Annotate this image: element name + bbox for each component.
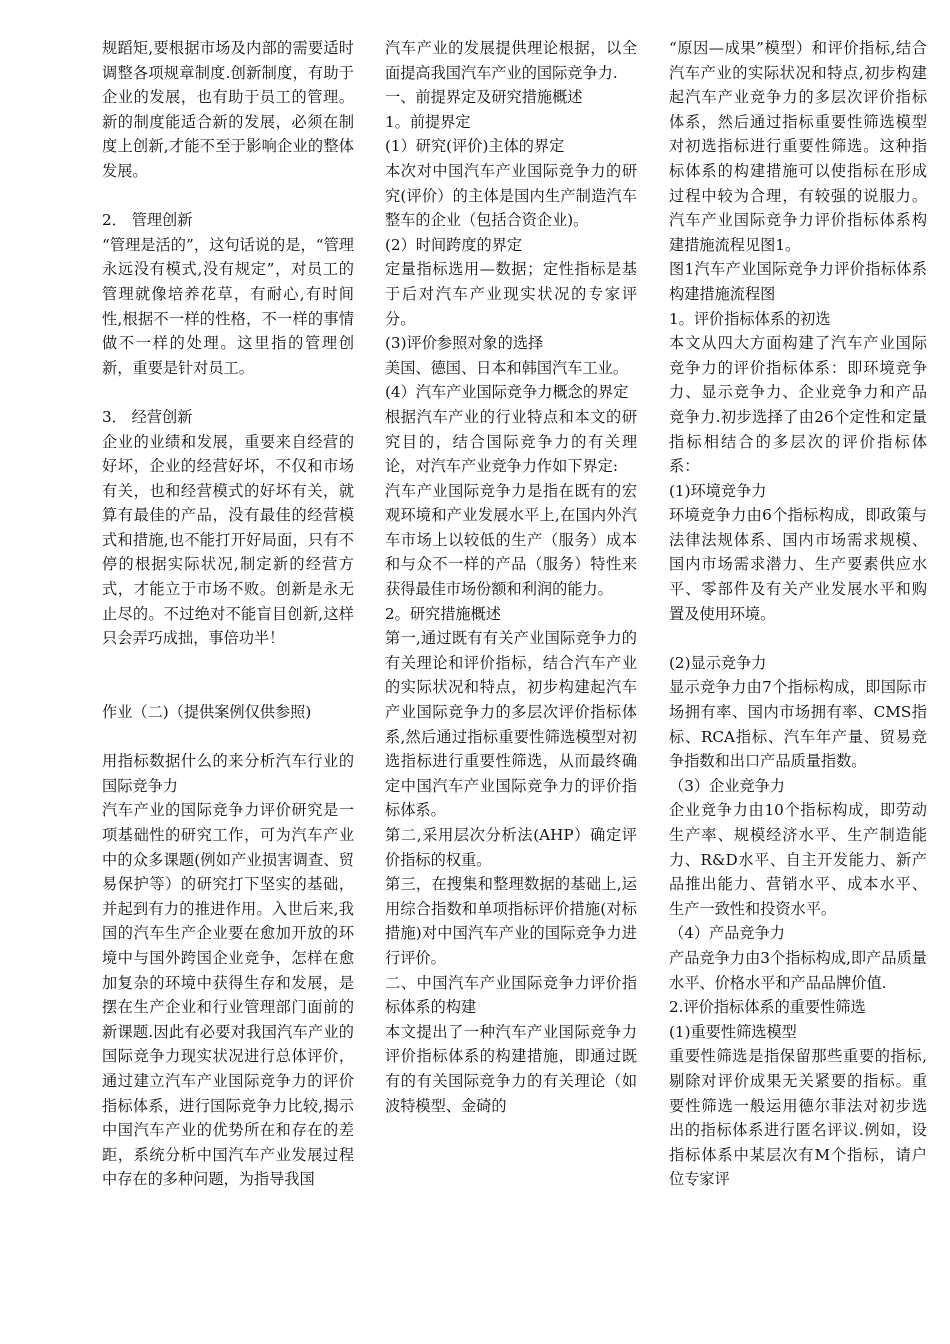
paragraph-spacer <box>102 725 354 750</box>
paragraph: 2.评价指标体系的重要性筛选 <box>669 998 866 1017</box>
paragraph: 1。评价指标体系的初选 <box>669 309 831 328</box>
paragraph: 本文提出了一种汽车产业国际竞争力评价指标体系的构建措施，即通过既有的有关国际竞争力的有关理论（如波特模型、金碕的 <box>385 1022 637 1115</box>
paragraph: (3)评价参照对象的选择 <box>385 334 544 353</box>
paragraph: 2． 管理创新 <box>102 211 193 230</box>
paragraph: 二、中国汽车产业国际竞争力评价指标体系的构建 <box>385 973 637 1017</box>
paragraph-spacer <box>102 184 354 209</box>
paragraph: (2)显示竞争力 <box>669 653 767 672</box>
paragraph: (1）研究(评价)主体的界定 <box>385 137 565 156</box>
paragraph: 用指标数据什么的来分析汽车行业的国际竞争力 <box>102 752 354 795</box>
paragraph: 作业（二)（提供案例仅供参照) <box>102 703 312 722</box>
paragraph: 1。前提界定 <box>385 112 471 131</box>
paragraph-spacer <box>102 651 354 676</box>
paragraph-spacer <box>669 626 927 651</box>
paragraph: （4）产品竞争力 <box>669 924 785 943</box>
paragraph: 企业的业绩和发展，重要来自经营的好坏，企业的经营好坏，不仅和市场有关，也和经营模式的好坏有关，就算有最佳的产品，没有最佳的经营模式和措施,也不能打开好局面，只有不停的根据实际状况,制定新的经营方式，才能立于市场不败。创新是永无止尽的。不过绝对不能盲目创新,这样只会弄巧成拙，事倍功半！ <box>102 432 354 648</box>
paragraph: (4）汽车产业国际竞争力概念的界定 <box>385 383 629 402</box>
paragraph: 本文从四大方面构建了汽车产业国际竞争力的评价指标体系：即环境竞争力、显示竞争力、企业竞争力和产品竞争力.初步选择了由26个定性和定量指标相结合的多层次的评价指标体系： <box>669 334 927 476</box>
paragraph-spacer <box>102 675 354 700</box>
paragraph: (1)重要性筛选模型 <box>669 1022 797 1041</box>
paragraph: 一、前提界定及研究措施概述 <box>385 88 583 107</box>
paragraph-spacer <box>102 380 354 405</box>
paragraph: 第一,通过既有有关产业国际竞争力的有关理论和评价指标，结合汽车产业的实际状况和特点，初步构建起汽车产业国际竞争力的多层次评价指标体系,然后通过指标重要性筛选模型对初选指标进行重要性筛选，从而最终确定中国汽车产业国际竞争力的评价指标体系。 <box>385 629 637 820</box>
text-column-left <box>102 36 354 1192</box>
paragraph: 定量指标选用—数据；定性指标是基于后对汽车产业现实状况的专家评分。 <box>385 260 637 328</box>
paragraph: 环境竞争力由6个指标构成，即政策与法律法规体系、国内市场需求规模、国内市场需求潜力、生产要素供应水平、零部件及有关产业发展水平和购置及使用环境。 <box>669 506 927 623</box>
paragraph: 重要性筛选是指保留那些重要的指标,剔除对评价成果无关紧要的指标。重要性筛选一般运用德尔菲法对初步选出的指标体系进行匿名评议.例如，设指标体系中某层次有M个指标，请户位专家评 <box>669 1047 927 1189</box>
paragraph: (2）时间跨度的界定 <box>385 235 523 254</box>
paragraph: 汽车产业国际竞争力是指在既有的宏观环境和产业发展水平上,在国内外汽车市场上以较低的生产（服务）成本和与众不一样的产品（服务）特性来获得最佳市场份额和利润的能力。 <box>385 481 637 599</box>
paragraph: 产品竞争力由3个指标构成,即产品质量水平、价格水平和产品品牌价值. <box>669 948 927 992</box>
paragraph: 3． 经营创新 <box>102 407 193 426</box>
paragraph: 2。研究措施概述 <box>385 604 501 623</box>
paragraph: 第二,采用层次分析法(AHP）确定评价指标的权重。 <box>385 826 637 869</box>
text-column-middle <box>385 36 637 1118</box>
paragraph: 显示竞争力由7个指标构成，即国际市场拥有率、国内市场拥有率、CMS指标、RCA指标、汽车年产量、贸易竞争指数和出口产品质量指数。 <box>669 678 927 771</box>
text-column-right <box>669 36 927 1192</box>
paragraph: 本次对中国汽车产业国际竞争力的研究(评价）的主体是国内生产制造汽车整车的企业（包括合资企业)。 <box>385 161 637 230</box>
paragraph: 汽车产业的国际竞争力评价研究是一项基础性的研究工作，可为汽车产业中的众多课题(例如产业损害调查、贸易保护等）的研究打下坚实的基础，并起到有力的推进作用。入世后来,我国的汽车生产企业要在愈加开放的环境中与国外跨国企业竞争，怎样在愈加复杂的环境中获得生存和发展，是摆在生产企业和行业管理部门面前的新课题.因此有必要对我国汽车产业的国际竞争力现实状况进行总体评价，通过建立汽车产业国际竞争力的评价指标体系，进行国际竞争力比较,揭示中国汽车产业的优势所在和存在的差距，系统分析中国汽车产业发展过程中存在的多种问题，为指导我国 <box>102 801 354 1189</box>
paragraph: （3）企业竞争力 <box>669 776 785 795</box>
paragraph: “管理是活的”，这句话说的是，“管理永远没有模式,没有规定”，对员工的管理就像培养花草，有耐心,有时间性,根据不一样的性格，不一样的事情做不一样的处理。这里指的管理创新，重要是针对员工。 <box>102 235 354 377</box>
paragraph: 美国、德国、日本和韩国汽车工业。 <box>385 358 628 377</box>
paragraph: 根据汽车产业的行业特点和本文的研究目的，结合国际竞争力的有关理论，对汽车产业竞争力作如下界定: <box>385 407 637 476</box>
paragraph: 图1汽车产业国际竞争力评价指标体系构建措施流程图 <box>669 260 927 303</box>
paragraph: 汽车产业的发展提供理论根据，以全面提高我国汽车产业的国际竞争力. <box>385 39 637 82</box>
paragraph: 企业竞争力由10个指标构成，即劳动生产率、规模经济水平、生产制造能力、R&D水平、自主开发能力、新产品推出能力、营销水平、成本水平、生产一致性和投资水平。 <box>669 801 927 918</box>
paragraph: 规蹈矩,要根据市场及内部的需要适时调整各项规章制度.创新制度，有助于企业的发展，也有助于员工的管理。新的制度能适合新的发展，必须在制度上创新,才能不至于影响企业的整体发展。 <box>102 39 354 180</box>
paragraph: “原因—成果”模型）和评价指标,结合汽车产业的实际状况和特点,初步构建起汽车产业竞争力的多层次评价指标体系，然后通过指标重要性筛选模型对初选指标进行重要性筛选。这种指标体系的构建措施可以使指标在形成过程中较为合理，有较强的说服力。汽车产业国际竞争力评价指标体系构建措施流程见图1。 <box>669 39 927 254</box>
paragraph: (1)环境竞争力 <box>669 481 767 500</box>
paragraph: 第三，在搜集和整理数据的基础上,运用综合指数和单项指标评价措施(对标措施)对中国汽车产业的国际竞争力进行评价。 <box>385 875 637 967</box>
